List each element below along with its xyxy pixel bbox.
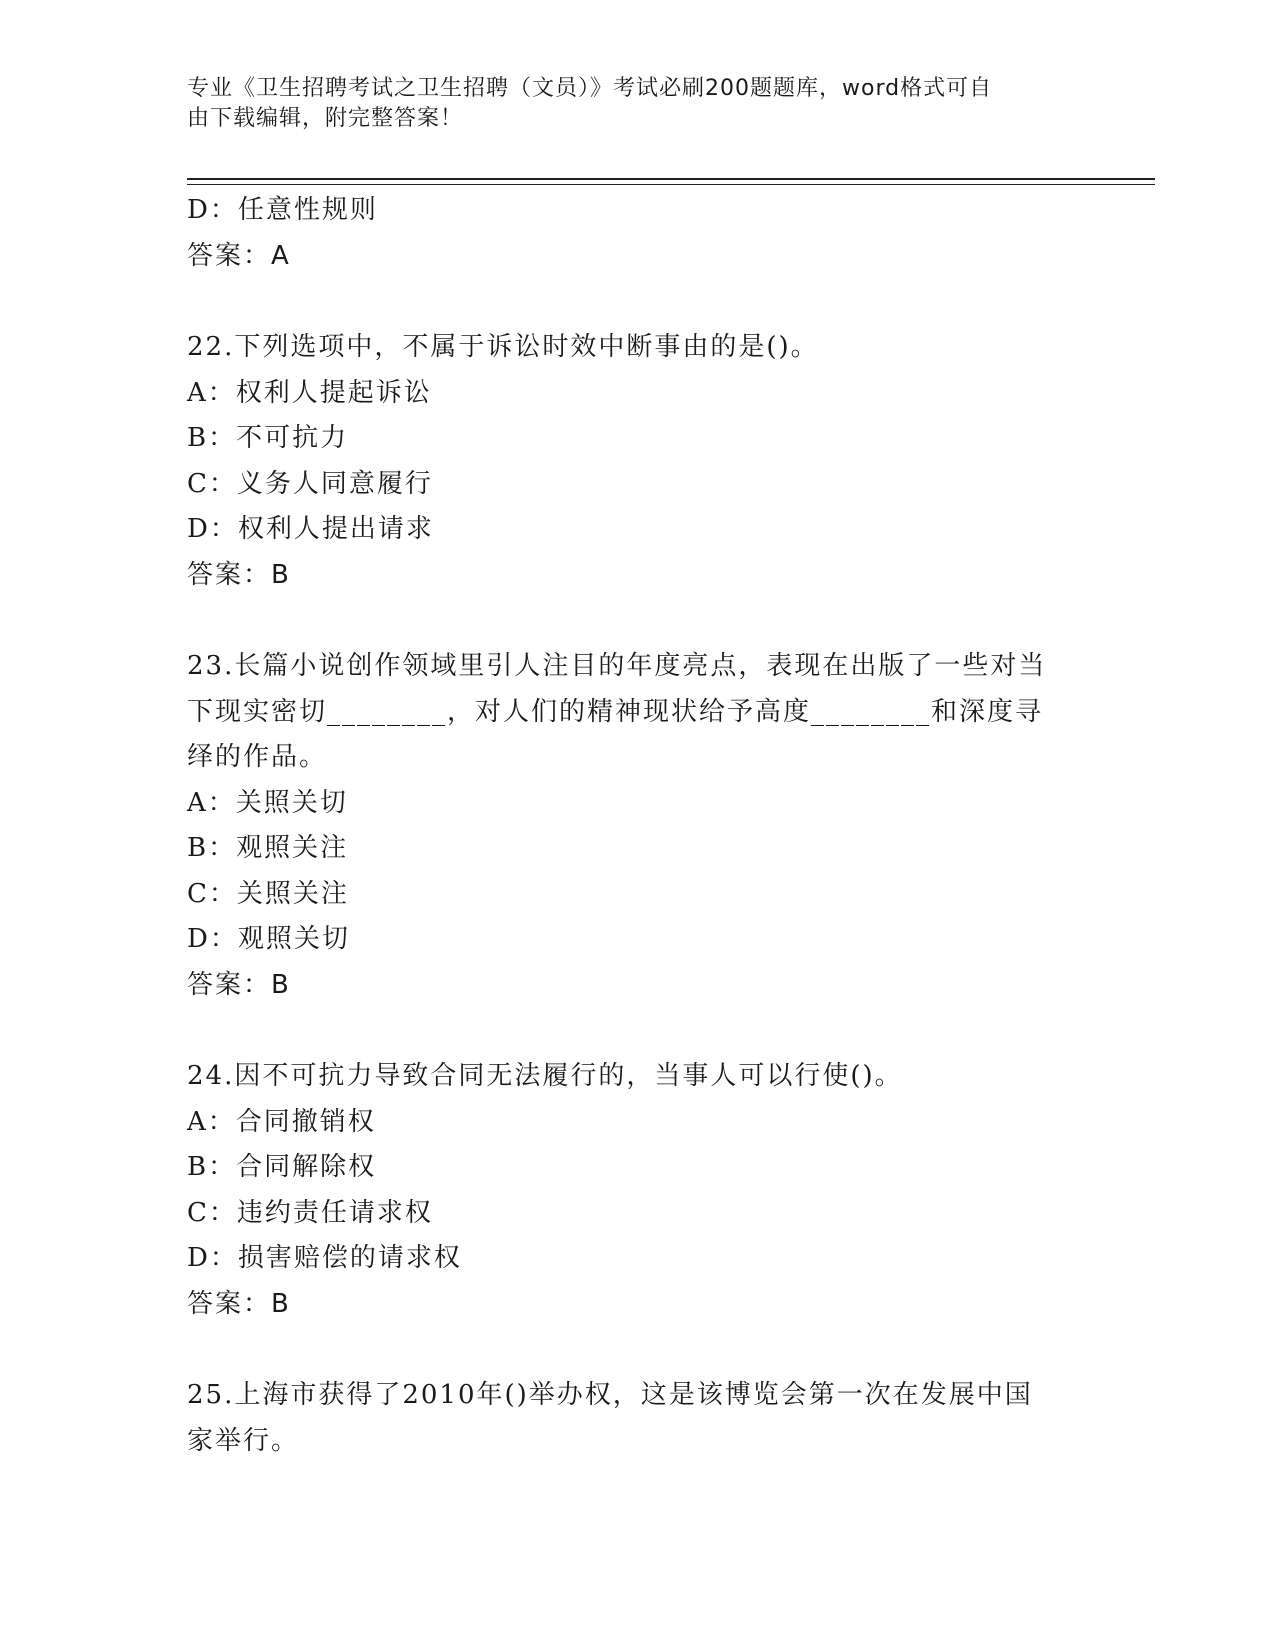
answer-line: 答案：B (187, 1288, 291, 1319)
spacer (187, 279, 1087, 325)
option-c: C：义务人同意履行 (187, 468, 433, 499)
previous-question-tail (187, 188, 1087, 279)
option-b: B：合同解除权 (187, 1152, 377, 1182)
answer-line: 答案：B (187, 559, 291, 590)
question-23 (187, 644, 1087, 1008)
header-divider-thin (187, 184, 1155, 185)
spacer (187, 1008, 1087, 1054)
question-22 (187, 325, 1087, 598)
question-text-line-3: 绎的作品。 (187, 742, 328, 772)
question-list (187, 188, 1087, 1464)
option-c: C：违约责任请求权 (187, 1197, 433, 1228)
spacer (187, 598, 1087, 644)
question-text-line-2: 家举行。 (187, 1425, 300, 1456)
question-text: 22.下列选项中，不属于诉讼时效中断事由的是()。 (187, 332, 819, 362)
option-d: D：损害赔偿的请求权 (187, 1243, 462, 1273)
option-d: D：观照关切 (187, 924, 350, 954)
answer-line: 答案：A (187, 240, 291, 271)
question-text-line-1: 25.上海市获得了2010年()举办权，这是该博览会第一次在发展中国 (187, 1380, 1033, 1410)
header-divider-thick (187, 178, 1155, 180)
header-line-2: 由下载编辑，附完整答案！ (187, 106, 464, 131)
question-text-line-2: 下现实密切________，对人们的精神现状给予高度________和深度寻 (187, 696, 1044, 727)
option-b: B：不可抗力 (187, 423, 349, 453)
option-b: B：观照关注 (187, 833, 349, 863)
question-24 (187, 1054, 1087, 1327)
answer-line: 答案：B (187, 969, 291, 1000)
option-c: C：关照关注 (187, 878, 349, 909)
document-header (187, 74, 1077, 134)
question-25 (187, 1373, 1087, 1464)
question-text: 24.因不可抗力导致合同无法履行的，当事人可以行使()。 (187, 1061, 903, 1091)
spacer (187, 1327, 1087, 1373)
option-d: D：任意性规则 (187, 195, 378, 225)
option-a: A：权利人提起诉讼 (187, 377, 432, 408)
question-text-line-1: 23.长篇小说创作领域里引人注目的年度亮点，表现在出版了一些对当 (187, 651, 1047, 681)
option-a: A：关照关切 (187, 787, 348, 818)
option-a: A：合同撤销权 (187, 1106, 376, 1137)
header-line-1: 专业《卫生招聘考试之卫生招聘（文员）》考试必刷200题题库，word格式可自 (187, 76, 993, 101)
option-d: D：权利人提出请求 (187, 514, 434, 544)
